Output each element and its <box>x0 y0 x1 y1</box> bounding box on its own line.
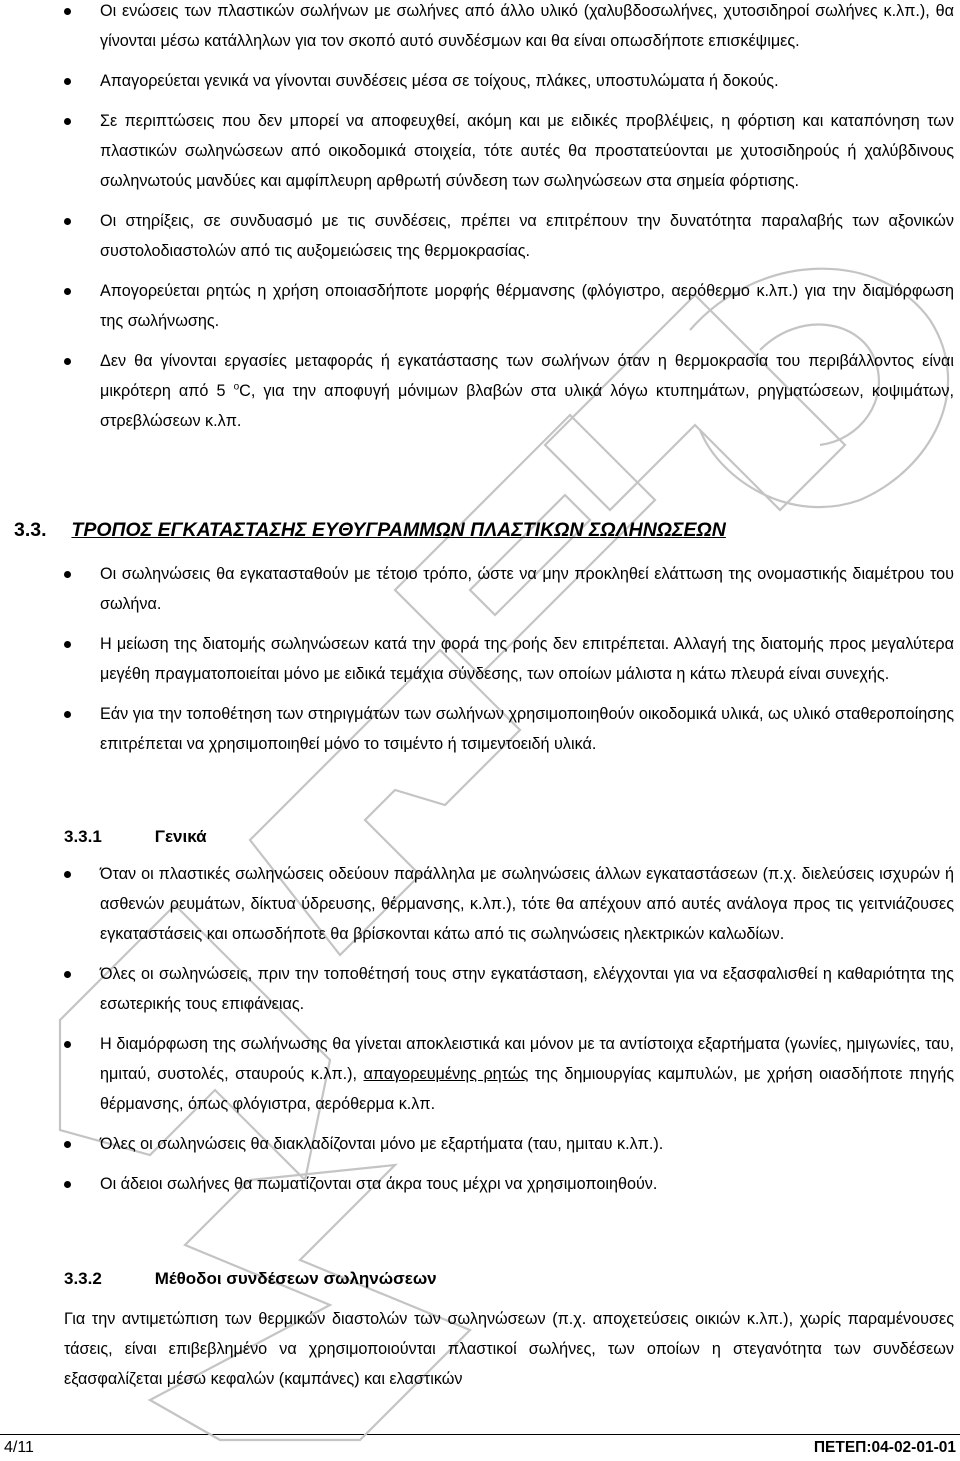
bullet-list-3-3-1 <box>0 859 960 1209</box>
list-item: Οι σωληνώσεις θα εγκατασταθούν με τέτοιο τρόπο, ώστε να μην προκληθεί ελάττωση της ονομαστικής διαμέτρου του σωλήνα. <box>0 559 960 619</box>
list-item-text: C, για την αποφυγή μόνιμων βλαβών στα υλικά λόγω κτυπημάτων, ρηγματώσεων, κοψιμάτων, στρεβλώσεων κ.λπ. <box>100 382 954 430</box>
list-item <box>0 1029 960 1119</box>
list-item-text: Δεν θα γίνονται εργασίες μεταφοράς ή εγκατάστασης των σωλήνων όταν η θερμοκρασία του περιβάλλοντος είναι μικρότερη από 5 <box>100 352 954 400</box>
page-number: 4/11 <box>4 1439 34 1456</box>
list-item-text: της δημιουργίας καμπυλών, με χρήση οιασδήποτε πηγής θέρμανσης, όπως φλόγιστρα, αερόθερμα κ.λπ. <box>100 1065 955 1113</box>
list-item: Όλες οι σωληνώσεις θα διακλαδίζονται μόνο με εξαρτήματα (ταυ, ημιταυ κ.λπ.). <box>0 1129 960 1159</box>
document-code: ΠΕΤΕΠ:04-02-01-01 <box>813 1439 956 1456</box>
section-heading-3-3 <box>14 515 726 545</box>
section-heading-3-3-2 <box>64 1264 437 1294</box>
section-paragraph: Για την αντιμετώπιση των θερμικών διαστολών των σωληνώσεων (π.χ. αποχετεύσεις οικιών κ.λπ.), χωρίς παραμένουσες τάσεις, είναι επιβεβλημένο να χρησιμοποιούνται πλαστικοί σωλήνες, των οποίων η στεγανότητα των συνδέσεων εξασφαλίζεται μέσω κεφαλών (καμπάνες) και ελαστικών <box>64 1310 954 1388</box>
section-number: 3.3. <box>14 519 47 541</box>
section-heading-3-3-1 <box>64 822 207 852</box>
list-item: Οι άδειοι σωλήνες θα πωματίζονται στα άκρα τους μέχρι να χρησιμοποιηθούν. <box>0 1169 960 1199</box>
list-item: Όταν οι πλαστικές σωληνώσεις οδεύουν παράλληλα με σωληνώσεις άλλων εγκαταστάσεων (π.χ. διελεύσεις ισχυρών ή ασθενών ρευμάτων, δίκτυα ύδρευσης, θέρμανσης, κ.λπ.), τότε θα απέχουν από αυτές ανάλογα προς τις γειτνιάζουσες εγκαταστάσεις και οπωσδήποτε θα βρίσκονται κάτω από τις σωληνώσεις ηλεκτρικών καλωδίων. <box>0 859 960 949</box>
list-item-text: Η διαμόρφωση της σωλήνωσης θα γίνεται αποκλειστικά και μόνον με τα αντίστοιχα εξαρτήματα (γωνίες, ημιγωνίες, ταυ, ημιταύ, συστολές, σταυρούς κ.λπ.), <box>100 1035 954 1083</box>
underlined-text: απαγορευμένης ρητώς <box>363 1065 529 1083</box>
section-number: 3.3.1 <box>64 827 102 846</box>
list-item: Απαγορεύεται γενικά να γίνονται συνδέσεις μέσα σε τοίχους, πλάκες, υποστυλώματα ή δοκούς. <box>0 66 960 96</box>
list-item: Η μείωση της διατομής σωληνώσεων κατά την φορά της ροής δεν επιτρέπεται. Αλλαγή της διατομής προς μεγαλύτερα μεγέθη πραγματοποιείται μόνο με ειδικά τεμάχια σύνδεσης, των οποίων μάλιστα η κάτω πλευρά είναι συνεχής. <box>0 629 960 689</box>
degree-superscript: ο <box>233 381 240 393</box>
list-item <box>0 346 960 436</box>
list-item: Οι ενώσεις των πλαστικών σωλήνων με σωλήνες από άλλο υλικό (χαλυβδοσωλήνες, χυτοσιδηροί σωλήνες κ.λπ.), θα γίνονται μέσω κατάλληλων για τον σκοπό αυτό συνδέσμων και θα είναι οπωσδήποτε επισκέψιμες. <box>0 0 960 56</box>
list-item: Οι στηρίξεις, σε συνδυασμό με τις συνδέσεις, πρέπει να επιτρέπουν την δυνατότητα παραλαβής των αξονικών συστολοδιαστολών από τις αυξομειώσεις της θερμοκρασίας. <box>0 206 960 266</box>
list-item: Όλες οι σωληνώσεις, πριν την τοποθέτησή τους στην εγκατάσταση, ελέγχονται για να εξασφαλισθεί η καθαριότητα της εσωτερικής τους επιφάνειας. <box>0 959 960 1019</box>
section-title: Γενικά <box>154 827 207 846</box>
list-item: Απογορεύεται ρητώς η χρήση οποιασδήποτε μορφής θέρμανσης (φλόγιστρο, αερόθερμο κ.λπ.) για την διαμόρφωση της σωλήνωσης. <box>0 276 960 336</box>
bullet-list-intro <box>0 0 960 446</box>
section-title: ΤΡΟΠΟΣ ΕΓΚΑΤΑΣΤΑΣΗΣ ΕΥΘΥΓΡΑΜΜΩΝ ΠΛΑΣΤΙΚΩΝ ΣΩΛΗΝΩΣΕΩΝ <box>71 519 726 541</box>
section-number: 3.3.2 <box>64 1269 102 1288</box>
list-item: Σε περιπτώσεις που δεν μπορεί να αποφευχθεί, ακόμη και με ειδικές προβλέψεις, η φόρτιση και καταπόνηση των πλαστικών σωληνώσεων από οικοδομικά στοιχεία, τότε αυτές θα προστατεύονται με χυτοσιδηρούς ή χαλύβδινους σωληνωτούς μανδύες και αμφίπλευρη αρθρωτή σύνδεση των σωληνώσεων στα σημεία φόρτισης. <box>0 106 960 196</box>
list-item: Εάν για την τοποθέτηση των στηριγμάτων των σωλήνων χρησιμοποιηθούν οικοδομικά υλικά, ως υλικό σταθεροποίησης επιτρέπεται να χρησιμοποιηθεί μόνο το τσιμέντο ή τσιμεντοειδή υλικά. <box>0 699 960 759</box>
page-footer <box>0 1434 960 1461</box>
bullet-list-3-3 <box>0 559 960 769</box>
section-title: Μέθοδοι συνδέσεων σωληνώσεων <box>154 1269 437 1288</box>
